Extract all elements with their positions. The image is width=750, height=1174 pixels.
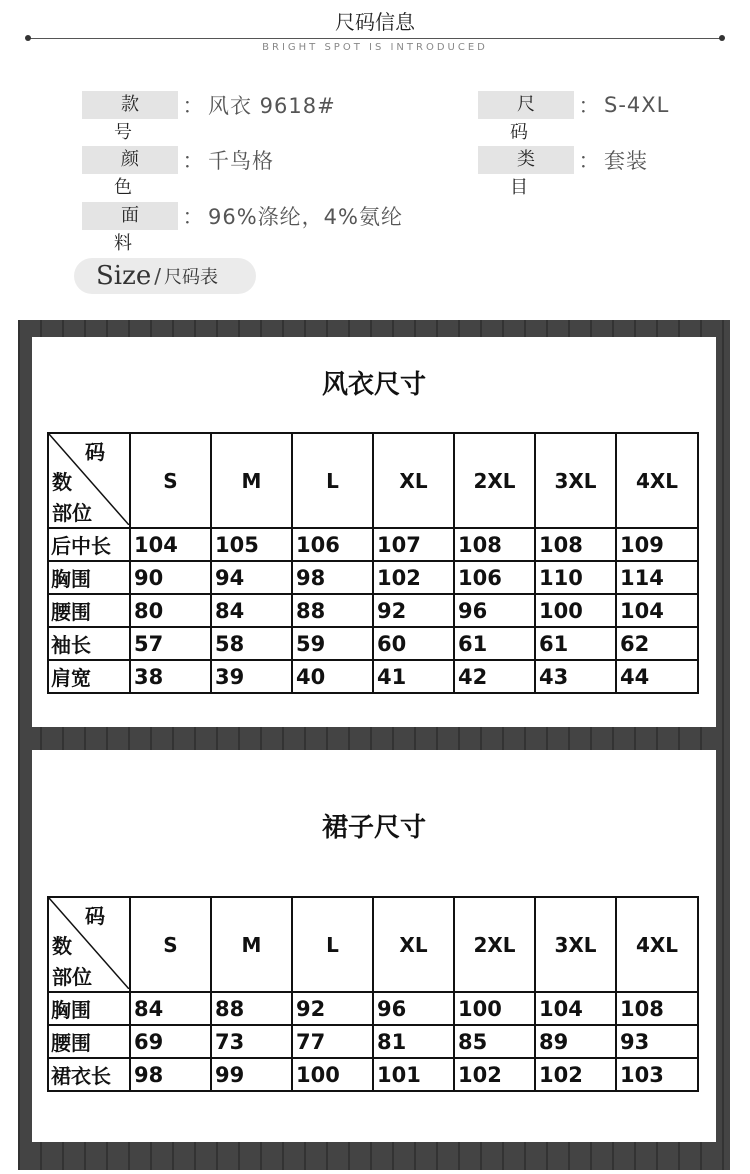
measurement-value: 104 <box>535 992 616 1025</box>
measurement-value: 92 <box>292 992 373 1025</box>
measurement-value: 114 <box>616 561 698 594</box>
measurement-value: 58 <box>211 627 292 660</box>
measurement-value: 61 <box>535 627 616 660</box>
table-row <box>48 594 698 627</box>
info-category <box>478 146 648 198</box>
size-slash: / <box>154 264 161 288</box>
measurement-value: 106 <box>292 528 373 561</box>
size-header-cell: M <box>211 897 292 992</box>
measurement-value: 109 <box>616 528 698 561</box>
size-header-cell: 3XL <box>535 433 616 528</box>
measurement-value: 39 <box>211 660 292 693</box>
measurement-value: 102 <box>535 1058 616 1091</box>
size-header-cell: 2XL <box>454 897 535 992</box>
colon: ： <box>182 149 204 173</box>
page-subtitle: BRIGHT SPOT IS INTRODUCED <box>262 42 488 53</box>
measurement-value: 61 <box>454 627 535 660</box>
measurement-label: 胸围 <box>48 992 130 1025</box>
measurement-value: 81 <box>373 1025 454 1058</box>
measurement-value: 88 <box>211 992 292 1025</box>
style-value: 风衣 9618# <box>208 94 336 118</box>
colon: ： <box>182 94 204 118</box>
size-header-cell: L <box>292 897 373 992</box>
measurement-value: 100 <box>292 1058 373 1091</box>
size-chart-label: 尺码表 <box>163 267 218 288</box>
info-size <box>478 91 670 143</box>
table-row <box>48 627 698 660</box>
corner-size-label: 码 <box>85 904 105 928</box>
measurement-value: 92 <box>373 594 454 627</box>
size-header-cell: M <box>211 433 292 528</box>
measurement-value: 60 <box>373 627 454 660</box>
measurement-label: 腰围 <box>48 594 130 627</box>
measurement-value: 43 <box>535 660 616 693</box>
fabric-label: 面 料 <box>82 202 178 230</box>
corner-part-label: 部位 <box>52 501 92 525</box>
measurement-value: 62 <box>616 627 698 660</box>
measurement-value: 93 <box>616 1025 698 1058</box>
size-value: S-4XL <box>604 93 670 117</box>
measurement-value: 103 <box>616 1058 698 1091</box>
measurement-label: 后中长 <box>48 528 130 561</box>
measurement-value: 101 <box>373 1058 454 1091</box>
measurement-value: 106 <box>454 561 535 594</box>
corner-header <box>48 433 130 528</box>
table-row <box>48 1058 698 1091</box>
measurement-value: 100 <box>535 594 616 627</box>
measurement-value: 42 <box>454 660 535 693</box>
info-style <box>82 91 336 143</box>
measurement-value: 102 <box>454 1058 535 1091</box>
table-row <box>48 561 698 594</box>
corner-value-label: 数 <box>52 934 72 958</box>
size-label: 尺 码 <box>478 91 574 119</box>
corner-header <box>48 897 130 992</box>
measurement-value: 96 <box>454 594 535 627</box>
size-header-cell: 3XL <box>535 897 616 992</box>
corner-size-label: 码 <box>85 440 105 464</box>
colon: ： <box>182 205 204 229</box>
header-divider <box>28 38 722 39</box>
size-word: Size <box>96 261 152 291</box>
measurement-value: 88 <box>292 594 373 627</box>
measurement-value: 84 <box>130 992 211 1025</box>
measurement-value: 40 <box>292 660 373 693</box>
measurement-value: 98 <box>292 561 373 594</box>
measurement-value: 41 <box>373 660 454 693</box>
measurement-value: 80 <box>130 594 211 627</box>
measurement-value: 108 <box>454 528 535 561</box>
coat-size-table <box>47 432 699 694</box>
measurement-value: 96 <box>373 992 454 1025</box>
fabric-value: 96%涤纶，4%氨纶 <box>208 205 403 229</box>
skirt-size-table <box>47 896 699 1092</box>
measurement-value: 57 <box>130 627 211 660</box>
size-header-cell: 4XL <box>616 897 698 992</box>
divider-dot-left <box>25 35 31 41</box>
measurement-label: 裙衣长 <box>48 1058 130 1091</box>
info-color <box>82 146 274 198</box>
size-header-cell: XL <box>373 433 454 528</box>
size-header-cell: 4XL <box>616 433 698 528</box>
coat-panel <box>32 337 716 727</box>
table-row <box>48 660 698 693</box>
measurement-value: 89 <box>535 1025 616 1058</box>
colon: ： <box>578 94 600 118</box>
table-header-row <box>48 897 698 992</box>
table-row <box>48 992 698 1025</box>
category-value: 套装 <box>604 149 648 173</box>
measurement-value: 108 <box>535 528 616 561</box>
measurement-value: 104 <box>616 594 698 627</box>
size-header-cell: S <box>130 433 211 528</box>
measurement-value: 44 <box>616 660 698 693</box>
measurement-value: 100 <box>454 992 535 1025</box>
measurement-value: 84 <box>211 594 292 627</box>
measurement-value: 69 <box>130 1025 211 1058</box>
corner-part-label: 部位 <box>52 965 92 989</box>
category-label: 类 目 <box>478 146 574 174</box>
measurement-value: 105 <box>211 528 292 561</box>
info-fabric <box>82 202 403 254</box>
measurement-value: 108 <box>616 992 698 1025</box>
size-header-cell: 2XL <box>454 433 535 528</box>
coat-title: 风衣尺寸 <box>321 370 426 400</box>
skirt-title: 裙子尺寸 <box>321 813 426 843</box>
table-row <box>48 528 698 561</box>
measurement-label: 袖长 <box>48 627 130 660</box>
measurement-value: 38 <box>130 660 211 693</box>
measurement-value: 104 <box>130 528 211 561</box>
table-row <box>48 1025 698 1058</box>
colon: ： <box>578 149 600 173</box>
measurement-label: 腰围 <box>48 1025 130 1058</box>
size-header-cell: XL <box>373 897 454 992</box>
measurement-value: 94 <box>211 561 292 594</box>
measurement-value: 99 <box>211 1058 292 1091</box>
page-title: 尺码信息 <box>335 10 415 34</box>
measurement-value: 90 <box>130 561 211 594</box>
divider-dot-right <box>719 35 725 41</box>
measurement-value: 102 <box>373 561 454 594</box>
measurement-label: 胸围 <box>48 561 130 594</box>
measurement-label: 肩宽 <box>48 660 130 693</box>
measurement-value: 77 <box>292 1025 373 1058</box>
measurement-value: 85 <box>454 1025 535 1058</box>
measurement-value: 98 <box>130 1058 211 1091</box>
color-value: 千鸟格 <box>208 149 274 173</box>
color-label: 颜 色 <box>82 146 178 174</box>
measurement-value: 73 <box>211 1025 292 1058</box>
size-header-cell: S <box>130 897 211 992</box>
skirt-panel <box>32 750 716 1142</box>
measurement-value: 107 <box>373 528 454 561</box>
table-header-row <box>48 433 698 528</box>
size-header-cell: L <box>292 433 373 528</box>
measurement-value: 110 <box>535 561 616 594</box>
style-label: 款 号 <box>82 91 178 119</box>
measurement-value: 59 <box>292 627 373 660</box>
size-chart-heading <box>74 258 256 294</box>
corner-value-label: 数 <box>52 470 72 494</box>
